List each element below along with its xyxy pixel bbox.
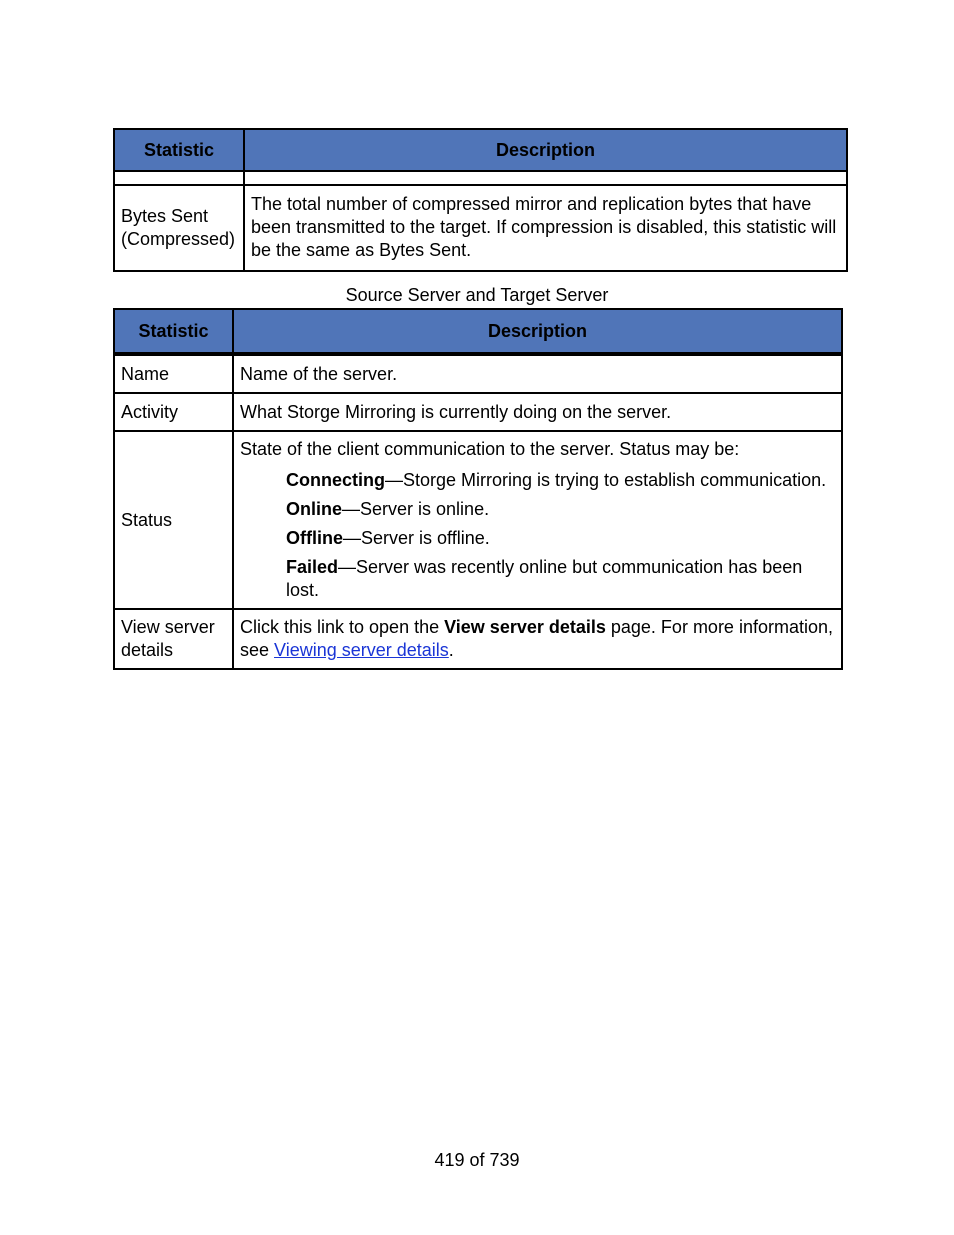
status-item-online — [286, 498, 835, 521]
description-cell: The total number of compressed mirror and replication bytes that have been transmitted to the target. If compression is disabled, this statistic will be the same as Bytes Sent. — [244, 185, 847, 271]
table-header-row — [114, 309, 842, 354]
description-text: Click this link to open the — [240, 617, 445, 637]
status-item-offline — [286, 527, 835, 550]
viewing-server-details-link[interactable]: Viewing server details — [274, 640, 449, 660]
statistic-cell: Status — [114, 431, 233, 609]
status-text: —Server is offline. — [343, 528, 490, 548]
description-cell: What Storge Mirroring is currently doing on the server. — [233, 393, 842, 431]
statistic-cell: Name — [114, 354, 233, 393]
column-header-statistic: Statistic — [114, 129, 244, 171]
column-header-statistic: Statistic — [114, 309, 233, 354]
table-row — [114, 185, 847, 271]
page-number: 419 of 739 — [434, 1150, 520, 1170]
table-row — [114, 431, 842, 609]
statistic-cell: Activity — [114, 393, 233, 431]
status-intro: State of the client communication to the server. Status may be: — [240, 439, 740, 459]
status-item-connecting — [286, 469, 835, 492]
status-term: Offline — [286, 528, 343, 548]
statistic-cell — [114, 185, 244, 271]
status-term: Failed — [286, 557, 339, 577]
table-row — [114, 609, 842, 669]
status-item-failed — [286, 556, 835, 602]
status-term: Online — [286, 499, 343, 519]
status-term: Connecting — [286, 470, 385, 490]
statistic-name-line2: (Compressed) — [121, 228, 236, 249]
table-caption: Source Server and Target Server — [345, 285, 609, 305]
description-text: . — [448, 640, 454, 660]
statistic-name-line1: Bytes Sent — [121, 205, 209, 226]
table-spacer-row — [114, 171, 847, 185]
description-cell — [233, 431, 842, 609]
column-header-description: Description — [233, 309, 842, 354]
server-statistics-table — [113, 308, 843, 670]
status-text: —Storge Mirroring is trying to establish communication. — [385, 470, 827, 490]
page-name-bold: View server details — [444, 617, 606, 637]
status-text: —Server was recently online but communication has been lost. — [286, 557, 803, 600]
table-row — [114, 354, 842, 393]
bytes-statistics-table — [113, 128, 848, 272]
description-text: page. For more information, see — [240, 617, 833, 660]
status-list — [286, 469, 835, 602]
statistic-cell: View server details — [114, 609, 233, 669]
description-cell: Name of the server. — [233, 354, 842, 393]
description-cell — [233, 609, 842, 669]
table-header-row — [114, 129, 847, 171]
status-text: —Server is online. — [342, 499, 490, 519]
table-row — [114, 393, 842, 431]
column-header-description: Description — [244, 129, 847, 171]
